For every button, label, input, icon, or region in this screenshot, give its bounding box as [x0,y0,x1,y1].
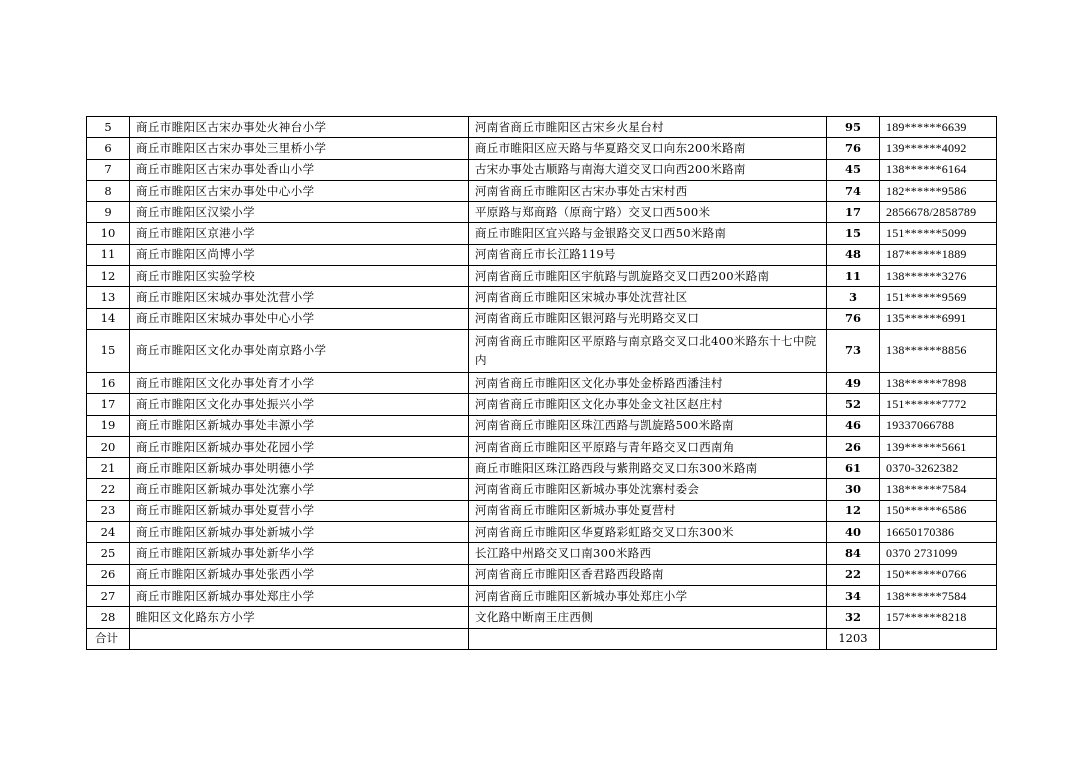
contact-phone: 139******4092 [880,138,997,159]
student-count: 95 [827,117,880,138]
table-row [87,415,997,436]
row-number: 26 [87,564,130,585]
school-name: 商丘市睢阳区宋城办事处中心小学 [130,308,469,329]
school-address: 河南省商丘市睢阳区文化办事处金桥路西潘洼村 [469,372,827,393]
table-row [87,458,997,479]
contact-phone: 19337066788 [880,415,997,436]
table-row [87,564,997,585]
row-number: 6 [87,138,130,159]
school-name: 商丘市睢阳区新城办事处新城小学 [130,522,469,543]
table-row [87,500,997,521]
student-count: 76 [827,138,880,159]
row-number: 22 [87,479,130,500]
school-address: 河南省商丘市睢阳区平原路与南京路交叉口北400米路东十七中院内 [469,329,827,372]
contact-phone: 138******7898 [880,372,997,393]
total-empty-phone [880,628,997,649]
school-name: 商丘市睢阳区新城办事处明德小学 [130,458,469,479]
school-name: 商丘市睢阳区尚博小学 [130,244,469,265]
school-name: 商丘市睢阳区实验学校 [130,266,469,287]
table-row [87,159,997,180]
table-row [87,266,997,287]
row-number: 21 [87,458,130,479]
row-number: 20 [87,436,130,457]
student-count: 45 [827,159,880,180]
school-name: 商丘市睢阳区新城办事处新华小学 [130,543,469,564]
student-count: 17 [827,202,880,223]
table-row [87,244,997,265]
contact-phone: 16650170386 [880,522,997,543]
row-number: 15 [87,329,130,372]
row-number: 25 [87,543,130,564]
school-name: 商丘市睢阳区汉梁小学 [130,202,469,223]
student-count: 15 [827,223,880,244]
school-name: 商丘市睢阳区新城办事处张西小学 [130,564,469,585]
table-row [87,394,997,415]
row-number: 11 [87,244,130,265]
school-address: 河南省商丘市睢阳区华夏路彩虹路交叉口东300米 [469,522,827,543]
student-count: 12 [827,500,880,521]
school-name: 商丘市睢阳区京港小学 [130,223,469,244]
school-address: 商丘市睢阳区宜兴路与金银路交叉口西50米路南 [469,223,827,244]
contact-phone: 2856678/2858789 [880,202,997,223]
table-row [87,117,997,138]
school-address: 河南省商丘市睢阳区宇航路与凯旋路交叉口西200米路南 [469,266,827,287]
school-name: 商丘市睢阳区新城办事处丰源小学 [130,415,469,436]
row-number: 19 [87,415,130,436]
school-name: 商丘市睢阳区新城办事处夏营小学 [130,500,469,521]
school-address: 河南省商丘市睢阳区珠江西路与凯旋路500米路南 [469,415,827,436]
table-row [87,223,997,244]
table-row [87,607,997,628]
row-number: 7 [87,159,130,180]
row-number: 13 [87,287,130,308]
student-count: 26 [827,436,880,457]
student-count: 11 [827,266,880,287]
row-number: 12 [87,266,130,287]
school-address: 平原路与郑商路（原商宁路）交叉口西500米 [469,202,827,223]
contact-phone: 151******5099 [880,223,997,244]
contact-phone: 138******6164 [880,159,997,180]
school-name: 商丘市睢阳区古宋办事处三里桥小学 [130,138,469,159]
contact-phone: 135******6991 [880,308,997,329]
school-name: 商丘市睢阳区新城办事处郑庄小学 [130,585,469,606]
school-address: 河南省商丘市睢阳区新城办事处夏营村 [469,500,827,521]
student-count: 3 [827,287,880,308]
row-number: 16 [87,372,130,393]
table-row [87,543,997,564]
student-count: 61 [827,458,880,479]
school-address: 文化路中断南王庄西侧 [469,607,827,628]
contact-phone: 139******5661 [880,436,997,457]
student-count: 22 [827,564,880,585]
contact-phone: 138******8856 [880,329,997,372]
total-label: 合计 [87,628,130,649]
total-count: 1203 [827,628,880,649]
row-number: 23 [87,500,130,521]
school-address: 商丘市睢阳区应天路与华夏路交叉口向东200米路南 [469,138,827,159]
school-name: 商丘市睢阳区宋城办事处沈营小学 [130,287,469,308]
total-empty-name [130,628,469,649]
school-address: 河南省商丘市睢阳区古宋乡火星台村 [469,117,827,138]
table-row [87,479,997,500]
school-address: 古宋办事处古顺路与南海大道交叉口向西200米路南 [469,159,827,180]
student-count: 76 [827,308,880,329]
school-name: 商丘市睢阳区文化办事处振兴小学 [130,394,469,415]
school-name: 商丘市睢阳区文化办事处育才小学 [130,372,469,393]
contact-phone: 0370 2731099 [880,543,997,564]
student-count: 74 [827,180,880,201]
contact-phone: 151******9569 [880,287,997,308]
school-name: 商丘市睢阳区新城办事处沈寨小学 [130,479,469,500]
student-count: 40 [827,522,880,543]
table-row [87,372,997,393]
contact-phone: 150******0766 [880,564,997,585]
contact-phone: 187******1889 [880,244,997,265]
row-number: 9 [87,202,130,223]
school-name: 商丘市睢阳区文化办事处南京路小学 [130,329,469,372]
table-row [87,180,997,201]
student-count: 32 [827,607,880,628]
contact-phone: 138******7584 [880,479,997,500]
row-number: 17 [87,394,130,415]
row-number: 8 [87,180,130,201]
total-empty-address [469,628,827,649]
table-row [87,138,997,159]
school-address: 河南省商丘市睢阳区宋城办事处沈营社区 [469,287,827,308]
school-address: 长江路中州路交叉口南300米路西 [469,543,827,564]
school-address: 河南省商丘市睢阳区香君路西段路南 [469,564,827,585]
school-name: 商丘市睢阳区古宋办事处火神台小学 [130,117,469,138]
school-address: 河南省商丘市睢阳区新城办事处沈寨村委会 [469,479,827,500]
total-row [87,628,997,649]
row-number: 5 [87,117,130,138]
row-number: 27 [87,585,130,606]
table-row [87,436,997,457]
school-address: 河南省商丘市睢阳区平原路与青年路交叉口西南角 [469,436,827,457]
table-body [87,117,997,650]
school-address: 河南省商丘市睢阳区银河路与光明路交叉口 [469,308,827,329]
student-count: 73 [827,329,880,372]
school-address: 河南省商丘市睢阳区古宋办事处古宋村西 [469,180,827,201]
student-count: 46 [827,415,880,436]
table-row [87,287,997,308]
row-number: 24 [87,522,130,543]
student-count: 52 [827,394,880,415]
school-address: 河南省商丘市睢阳区文化办事处金文社区赵庄村 [469,394,827,415]
row-number: 10 [87,223,130,244]
contact-phone: 150******6586 [880,500,997,521]
contact-phone: 0370-3262382 [880,458,997,479]
contact-phone: 151******7772 [880,394,997,415]
school-name: 睢阳区文化路东方小学 [130,607,469,628]
table-row [87,585,997,606]
table-row [87,329,997,372]
contact-phone: 157******8218 [880,607,997,628]
school-name: 商丘市睢阳区新城办事处花园小学 [130,436,469,457]
table-row [87,522,997,543]
student-count: 30 [827,479,880,500]
row-number: 28 [87,607,130,628]
school-name: 商丘市睢阳区古宋办事处中心小学 [130,180,469,201]
row-number: 14 [87,308,130,329]
contact-phone: 182******9586 [880,180,997,201]
student-count: 84 [827,543,880,564]
school-address: 河南省商丘市睢阳区新城办事处郑庄小学 [469,585,827,606]
contact-phone: 189******6639 [880,117,997,138]
school-address: 商丘市睢阳区珠江路西段与紫荆路交叉口东300米路南 [469,458,827,479]
table-row [87,202,997,223]
student-count: 49 [827,372,880,393]
school-table [86,116,997,650]
school-address: 河南省商丘市长江路119号 [469,244,827,265]
student-count: 48 [827,244,880,265]
contact-phone: 138******3276 [880,266,997,287]
student-count: 34 [827,585,880,606]
contact-phone: 138******7584 [880,585,997,606]
school-name: 商丘市睢阳区古宋办事处香山小学 [130,159,469,180]
table-row [87,308,997,329]
